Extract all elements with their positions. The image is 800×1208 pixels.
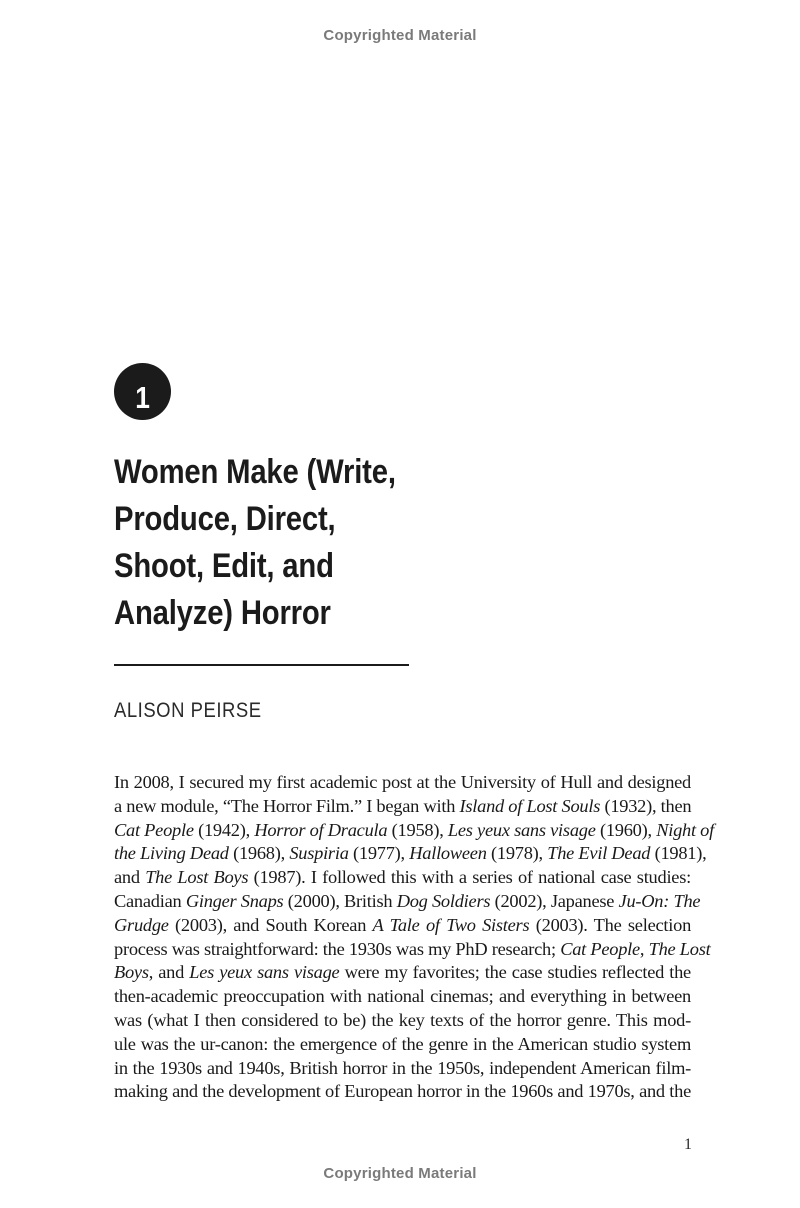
chapter-title-line: Shoot, Edit, and [114,547,334,585]
body-text-line: In 2008, I secured my first academic post at the University of Hull and designed [114,772,691,792]
chapter-title-line: Analyze) Horror [114,594,331,632]
chapter-number-badge [114,363,171,420]
italic-title: Island of Lost Souls [459,795,601,816]
italic-title: The Evil Dead [547,843,651,864]
italic-title: Ju-On: The [618,890,701,911]
body-paragraph [114,771,714,1104]
italic-title: Horror of Dracula [254,819,388,840]
chapter-title-line: Produce, Direct, [114,500,336,538]
body-text-line: Cat People (1942), Horror of Dracula (1958), Les yeux sans visage (1960), Night of [114,819,714,840]
page-number: 1 [684,1136,692,1153]
italic-title: Halloween [409,843,487,864]
chapter-number: 1 [135,380,150,415]
italic-title: Les yeux sans visage [447,819,596,840]
italic-title: The Lost Boys [145,867,249,888]
italic-title: A Tale of Two Sisters [372,914,530,935]
italic-title: Night of [656,819,714,840]
author-name: ALISON PEIRSE [114,699,262,722]
italic-title: Suspiria [289,843,349,864]
italic-title: Les yeux sans visage [189,962,340,983]
title-divider [114,664,409,666]
italic-title: Boys [114,962,149,983]
body-text-line: making and the development of European horror in the 1960s and 1970s, and the [114,1081,691,1102]
body-text-line: in the 1930s and 1940s, British horror in the 1950s, independent American film- [114,1057,691,1078]
copyright-watermark-bottom: Copyrighted Material [323,1165,477,1182]
italic-title: The Lost [648,938,711,959]
chapter-title-line: Women Make (Write, [114,453,396,491]
body-text-line: then-academic preoccupation with national cinemas; and everything in between [114,986,691,1007]
body-text-line: a new module, “The Horror Film.” I began with Island of Lost Souls (1932), then [114,795,692,816]
italic-title: the Living Dead [114,843,229,864]
chapter-title [114,449,406,637]
body-text-line: Boys, and Les yeux sans visage were my favorites; the case studies reflected the [114,962,691,983]
copyright-watermark-top: Copyrighted Material [323,27,477,44]
body-text-line: and The Lost Boys (1987). I followed this with a series of national case studies: [114,867,691,888]
body-text-line: was (what I then considered to be) the key texts of the horror genre. This mod- [114,1009,691,1030]
body-text-line: the Living Dead (1968), Suspiria (1977), Halloween (1978), The Evil Dead (1981), [114,843,707,864]
body-text-line: process was straightforward: the 1930s was my PhD research; Cat People, The Lost [114,938,711,959]
italic-title: Grudge [114,914,169,935]
italic-title: Ginger Snaps [185,890,284,911]
body-text-line: Canadian Ginger Snaps (2000), British Dog Soldiers (2002), Japanese Ju-On: The [114,890,701,911]
body-text-line: Grudge (2003), and South Korean A Tale of Two Sisters (2003). The selection [114,914,692,935]
italic-title: Cat People [114,819,194,840]
italic-title: Dog Soldiers [396,890,491,911]
body-text-line: ule was the ur-canon: the emergence of the genre in the American studio system [114,1033,691,1054]
italic-title: Cat People [560,938,640,959]
